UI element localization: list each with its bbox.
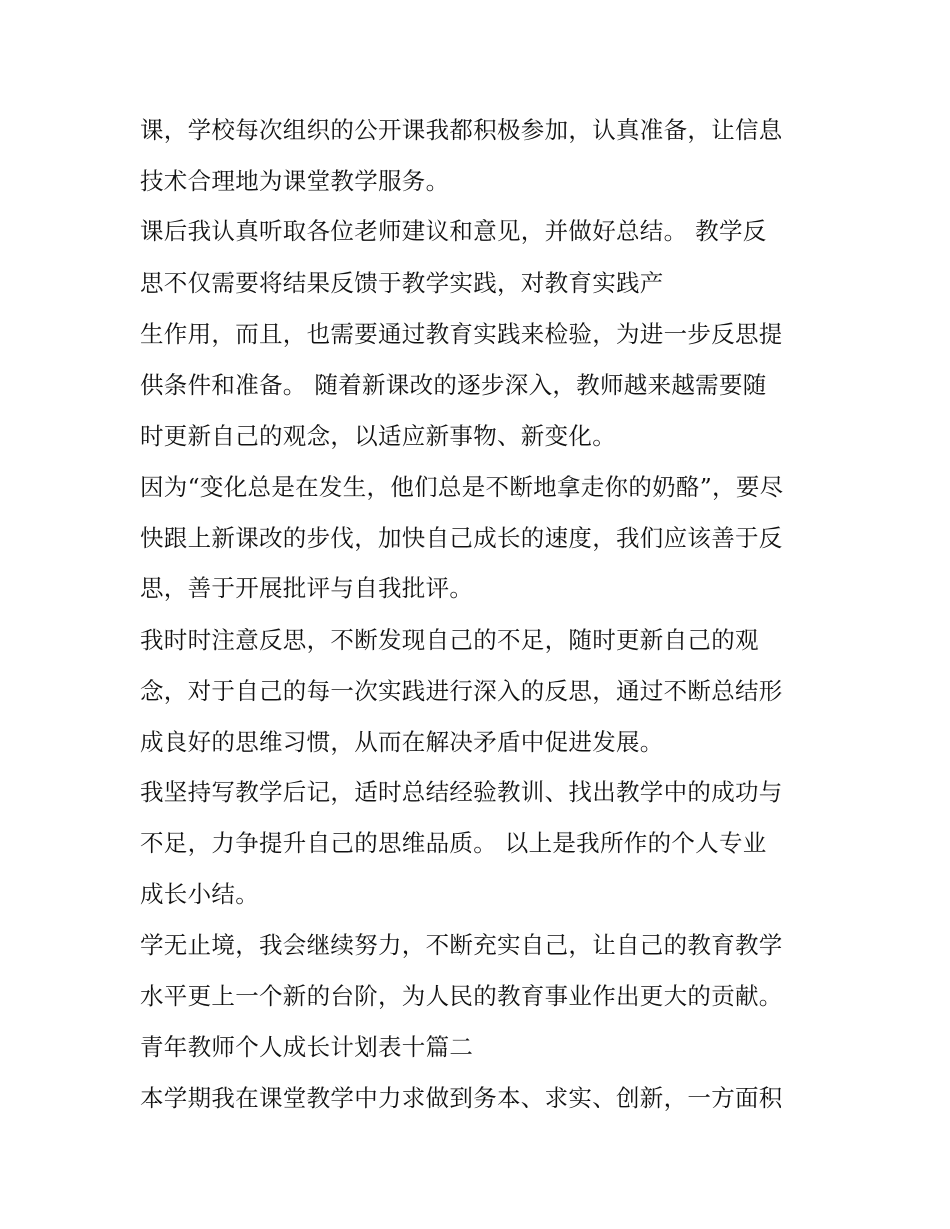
text-line: 生作用，而且，也需要通过教育实践来检验，为进一步反思提 (140, 320, 783, 348)
text-line: 供条件和准备。 随着新课改的逐步深入，教师越来越需要随 (140, 371, 767, 399)
text-line: 我时时注意反思，不断发现自己的不足，随时更新自己的观 (140, 626, 759, 654)
text-line: 成长小结。 (140, 880, 259, 908)
text-line: 快跟上新课改的步伐，加快自己成长的速度，我们应该善于反 (140, 524, 783, 552)
text-line: 技术合理地为课堂教学服务。 (140, 167, 450, 195)
section-heading: 青年教师个人成长计划表十篇二 (140, 1033, 474, 1061)
text-line: 学无止境，我会继续努力，不断充实自己，让自己的教育教学 (140, 931, 783, 959)
text-line: 课，学校每次组织的公开课我都积极参加，认真准备，让信息 (140, 116, 783, 144)
text-line: 思，善于开展批评与自我批评。 (140, 574, 474, 602)
text-line: 课后我认真听取各位老师建议和意见，并做好总结。 教学反 (140, 217, 767, 245)
text-line: 时更新自己的观念，以适应新事物、新变化。 (140, 422, 616, 450)
text-line: 本学期我在课堂教学中力求做到务本、求实、创新，一方面积 (140, 1084, 783, 1112)
text-line: 成良好的思维习惯，从而在解决矛盾中促进发展。 (140, 728, 664, 756)
text-line: 水平更上一个新的台阶，为人民的教育事业作出更大的贡献。 (140, 982, 783, 1010)
text-line: 我坚持写教学后记，适时总结经验教训、找出教学中的成功与 (140, 778, 783, 806)
text-line: 因为“变化总是在发生，他们总是不断地拿走你的奶酪”，要尽 (140, 473, 784, 501)
text-line: 思不仅需要将结果反馈于教学实践，对教育实践产 (140, 269, 664, 297)
text-line: 不足，力争提升自己的思维品质。 以上是我所作的个人专业 (140, 829, 767, 857)
text-line: 念，对于自己的每一次实践进行深入的反思，通过不断总结形 (140, 677, 783, 705)
